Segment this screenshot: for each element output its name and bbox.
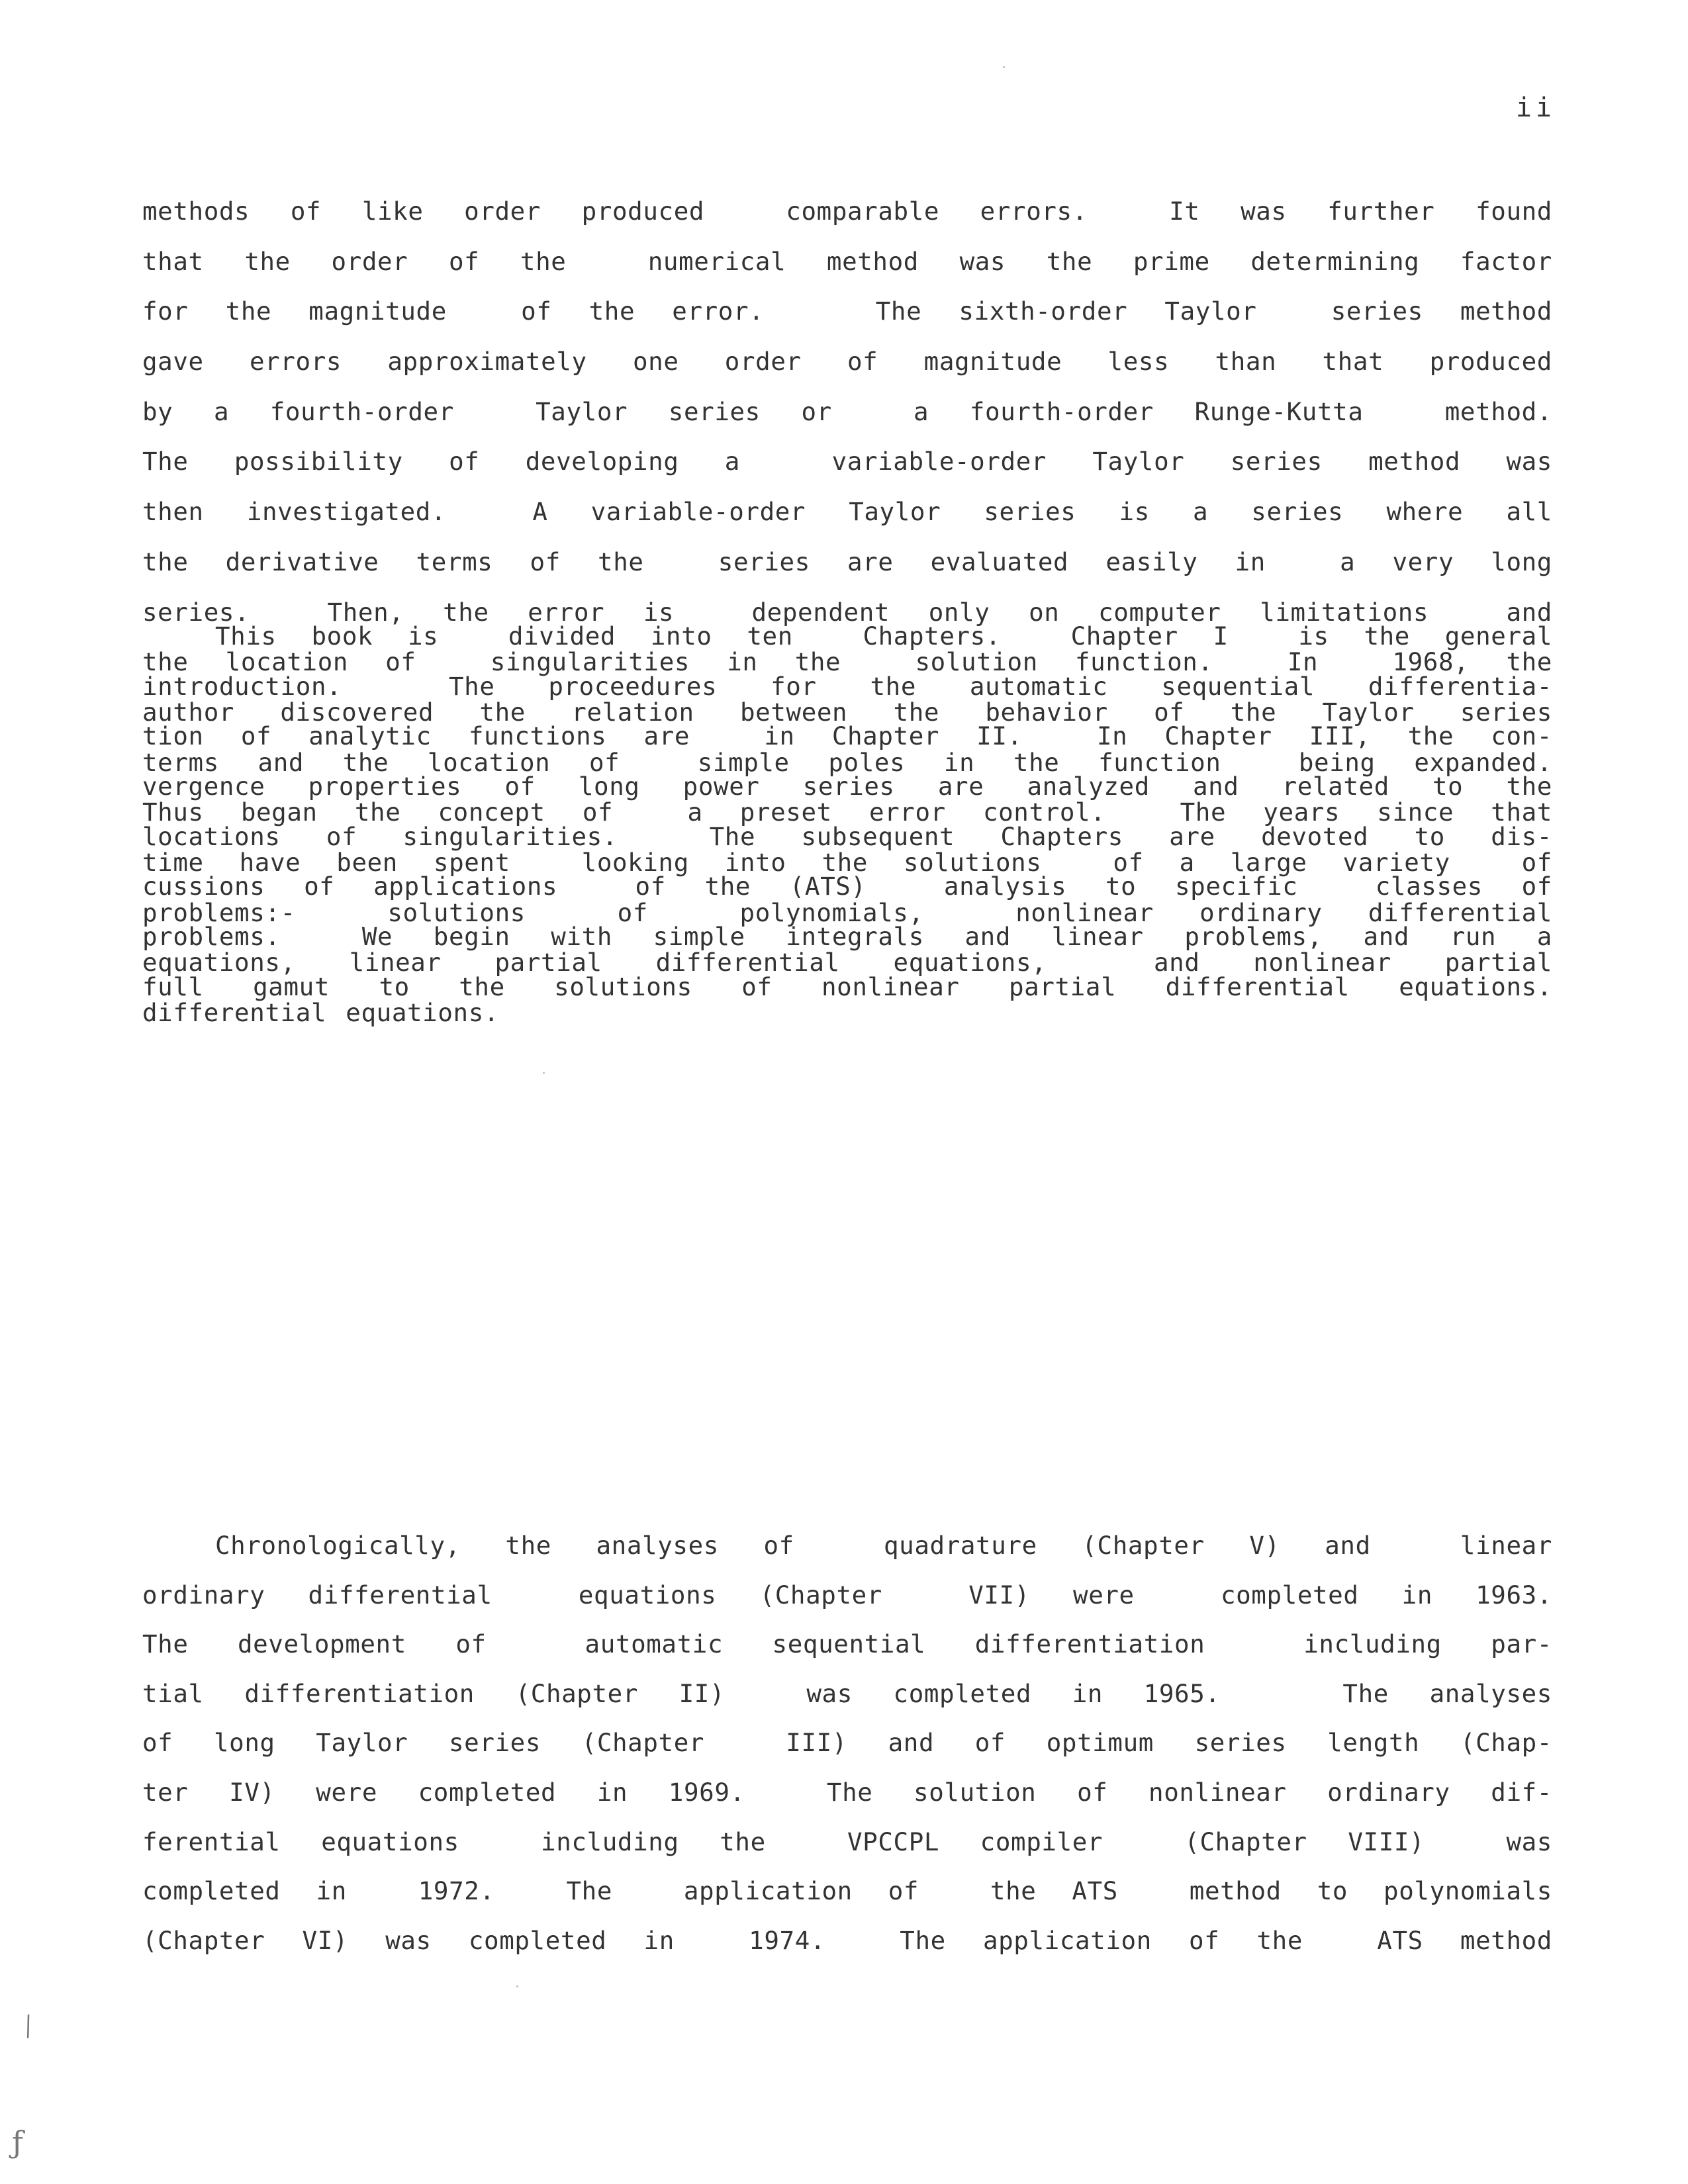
text-line: The development of automatic sequential differentiation including par- xyxy=(142,1629,1552,1659)
page-number: ii xyxy=(1515,93,1556,123)
text-line: completed in 1972. The application of the ATS method to polynomials xyxy=(142,1876,1552,1906)
text-line: problems:- solutions of polynomials, nonlinear ordinary differential xyxy=(142,897,1552,927)
text-line: This book is divided into ten Chapters. Chapter I is the general xyxy=(215,621,1552,651)
scan-speck xyxy=(543,1072,545,1074)
text-line: tial differentiation (Chapter II) was completed in 1965. The analyses xyxy=(142,1678,1552,1708)
text-line: introduction. The proceedures for the automatic sequential differentia- xyxy=(142,671,1552,701)
text-line: time have been spent looking into the solutions of a large variety of xyxy=(142,847,1552,877)
text-line: ferential equations including the VPCCPL compiler (Chapter VIII) was xyxy=(142,1827,1552,1856)
text-line: (Chapter VI) was completed in 1974. The application of the ATS method xyxy=(142,1925,1552,1955)
text-line: by a fourth-order Taylor series or a fourth-order Runge-Kutta method. xyxy=(142,396,1552,426)
text-line: vergence properties of long power series are analyzed and related to the xyxy=(142,772,1552,801)
text-line: the derivative terms of the series are evaluated easily in a very long xyxy=(142,547,1552,576)
text-line: problems. We begin with simple integrals and linear problems, and run a xyxy=(142,922,1552,952)
text-line: differential equations. xyxy=(142,998,500,1027)
text-line: ter IV) were completed in 1969. The solution of nonlinear ordinary dif- xyxy=(142,1777,1552,1807)
text-line: Chronologically, the analyses of quadrature (Chapter V) and linear xyxy=(215,1531,1552,1560)
text-line: the location of singularities in the solution function. In 1968, the xyxy=(142,647,1552,677)
text-line: Thus began the concept of a preset error control. The years since that xyxy=(142,797,1552,827)
text-line: gave errors approximately one order of magnitude less than that produced xyxy=(142,347,1552,377)
text-line: methods of like order produced comparable errors. It was further found xyxy=(142,197,1552,226)
paragraph-3 xyxy=(142,1521,1552,1965)
text-line: tion of analytic functions are in Chapter II. In Chapter III, the con- xyxy=(142,721,1552,751)
text-line: terms and the location of simple poles in the function being expanded. xyxy=(142,747,1552,777)
text-line: author discovered the relation between the behavior of the Taylor series xyxy=(142,697,1552,727)
text-line: series. Then, the error is dependent only on computer limitations and xyxy=(142,597,1552,627)
text-line: ordinary differential equations (Chapter VII) were completed in 1963. xyxy=(142,1580,1552,1610)
paragraph-2 xyxy=(142,612,1552,1013)
text-line: that the order of the numerical method was the prime determining factor xyxy=(142,246,1552,276)
text-line: equations, linear partial differential equations, and nonlinear partial xyxy=(142,948,1552,978)
text-line: for the magnitude of the error. The sixth-order Taylor series method xyxy=(142,296,1552,326)
text-line: cussions of applications of the (ATS) analysis to specific classes of xyxy=(142,872,1552,901)
text-line: full gamut to the solutions of nonlinear partial differential equations. xyxy=(142,972,1552,1001)
text-line: locations of singularities. The subsequent Chapters are devoted to dis- xyxy=(142,821,1552,851)
margin-pencil-mark: ƒ xyxy=(12,2124,24,2160)
scan-speck xyxy=(1003,66,1005,68)
text-line: of long Taylor series (Chapter III) and of optimum series length (Chap- xyxy=(142,1728,1552,1758)
margin-pencil-mark: ⁄ xyxy=(19,2013,38,2042)
text-line: The possibility of developing a variable-order Taylor series method was xyxy=(142,447,1552,477)
text-line: then investigated. A variable-order Taylor series is a series where all xyxy=(142,497,1552,527)
scan-speck xyxy=(516,1985,518,1987)
